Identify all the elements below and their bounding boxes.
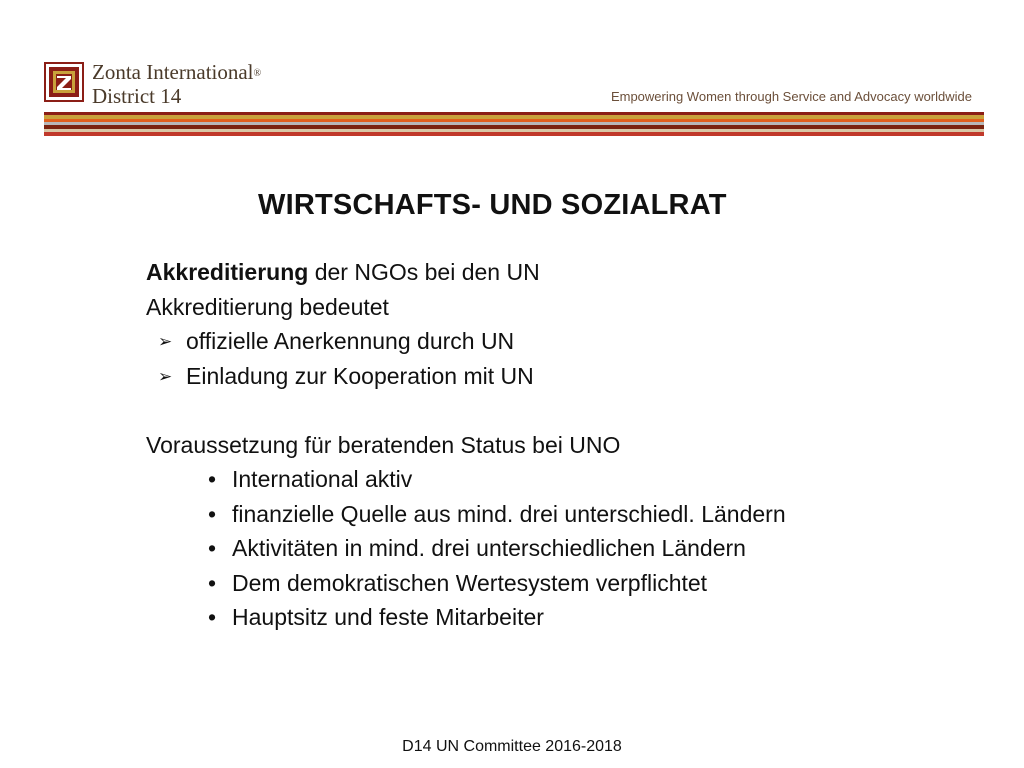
accreditation-rest: der NGOs bei den UN <box>308 259 540 285</box>
bullet-item: • International aktiv <box>146 462 786 497</box>
arrow-bullet-icon: ➢ <box>158 366 173 386</box>
accreditation-line <box>146 255 786 290</box>
org-line2: District 14 <box>92 84 182 109</box>
header-stripes <box>44 112 984 136</box>
registered-mark: ® <box>253 68 262 80</box>
tagline: Empowering Women through Service and Advocacy worldwide <box>610 89 972 104</box>
bullet-item: • Dem demokratischen Wertesystem verpflichtet <box>146 566 786 601</box>
bullet-item: • Aktivitäten in mind. drei unterschiedlichen Ländern <box>146 531 786 566</box>
bullet-dot-icon: • <box>208 535 217 561</box>
arrow-item: ➢ Einladung zur Kooperation mit UN <box>146 359 786 394</box>
bullet-dot-icon: • <box>208 604 217 630</box>
org-line1: Zonta International <box>92 60 254 84</box>
requirements-line: Voraussetzung für beratenden Status bei UNO <box>146 431 621 458</box>
arrow-item: ➢ offizielle Anerkennung durch UN <box>146 324 786 359</box>
zonta-logo-icon <box>44 62 84 102</box>
slide-title: WIRTSCHAFTS- UND SOZIALRAT <box>258 189 727 221</box>
footer-text: D14 UN Committee 2016-2018 <box>402 738 622 755</box>
accreditation-means: Akkreditierung bedeutet <box>146 293 389 320</box>
org-name <box>92 61 261 107</box>
bullet-item: • finanzielle Quelle aus mind. drei unterschiedl. Ländern <box>146 497 786 532</box>
bullet-item: • Hauptsitz und feste Mitarbeiter <box>146 600 786 635</box>
slide-content <box>146 255 786 635</box>
bullet-dot-icon: • <box>208 500 217 527</box>
accreditation-bold: Akkreditierung <box>146 259 309 285</box>
bullet-dot-icon: • <box>208 466 217 492</box>
bullet-dot-icon: • <box>208 569 217 596</box>
arrow-bullet-icon: ➢ <box>158 332 173 351</box>
